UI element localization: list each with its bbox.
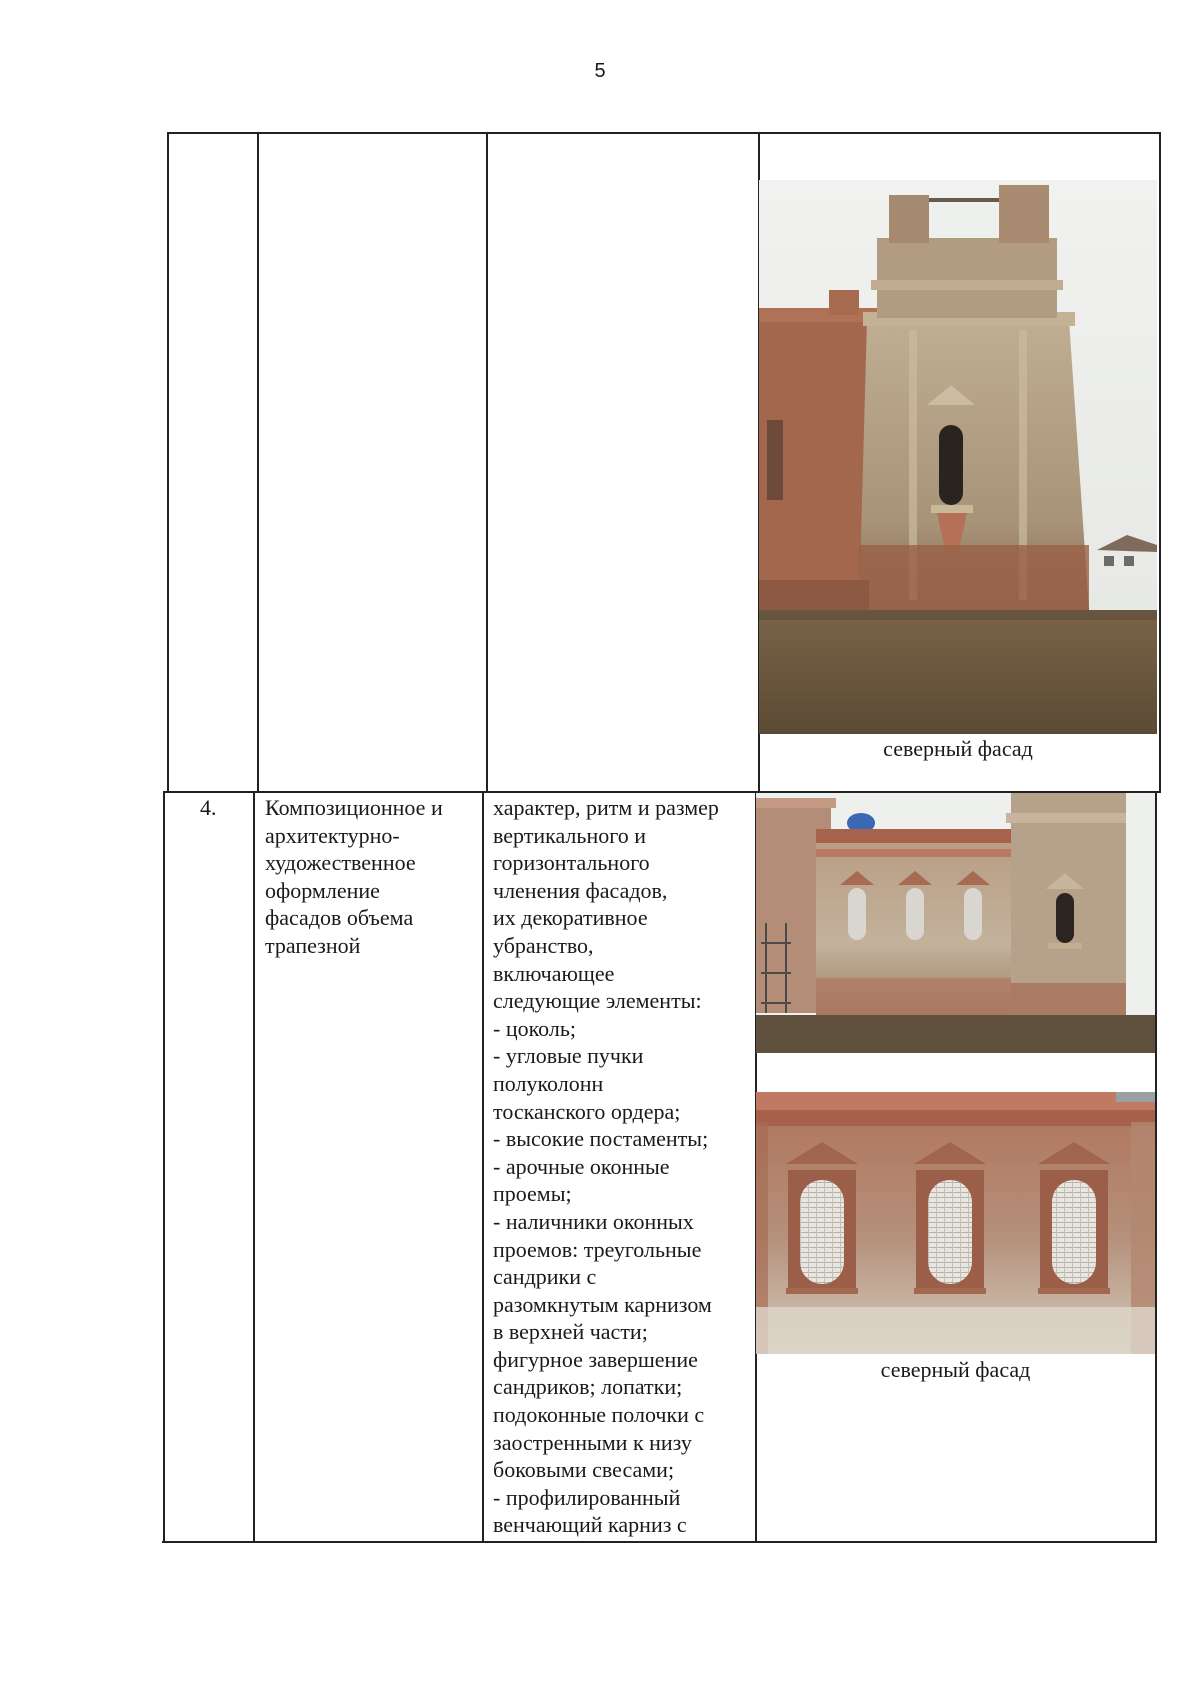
photo-caption: северный фасад: [880, 1357, 1031, 1382]
column-divider-2: [486, 132, 488, 792]
page-number: 5: [594, 60, 606, 82]
element-name: Композиционное и архитектурно- художественное оформление фасадов объема трапезной: [265, 795, 443, 958]
column-divider-2: [482, 791, 484, 1542]
photo-caption: северный фасад: [883, 736, 1033, 761]
table-left-border: [163, 791, 165, 1542]
element-description: характер, ритм и размер вертикального и горизонтального членения фасадов, их декоративное убранство, включающее следующие элементы: - цоколь; - угловые пучки полуколонн тосканского ордера; - высокие постаменты; - арочные оконные проемы; - наличники оконных проемов: треугольные сандрики с разомкнутым карнизом в верхней части; фигурное завершение сандриков; лопатки; подоконные полочки с заостренными к низу боковыми свесами; - профилированный венчающий карниз с: [493, 795, 719, 1538]
table-right-border: [1155, 791, 1157, 1542]
photo-refectory-north-facade: [756, 793, 1155, 1053]
table-bottom-border: [162, 1541, 1157, 1543]
photo-bell-tower-north: [759, 180, 1157, 734]
column-divider-1: [257, 132, 259, 792]
table-top-border: [168, 132, 1161, 134]
table-right-border: [1159, 132, 1161, 792]
photo-refectory-windows: [756, 1092, 1155, 1354]
column-divider-1: [253, 791, 255, 1542]
table-left-border: [167, 132, 169, 792]
row-number: 4.: [200, 795, 217, 820]
